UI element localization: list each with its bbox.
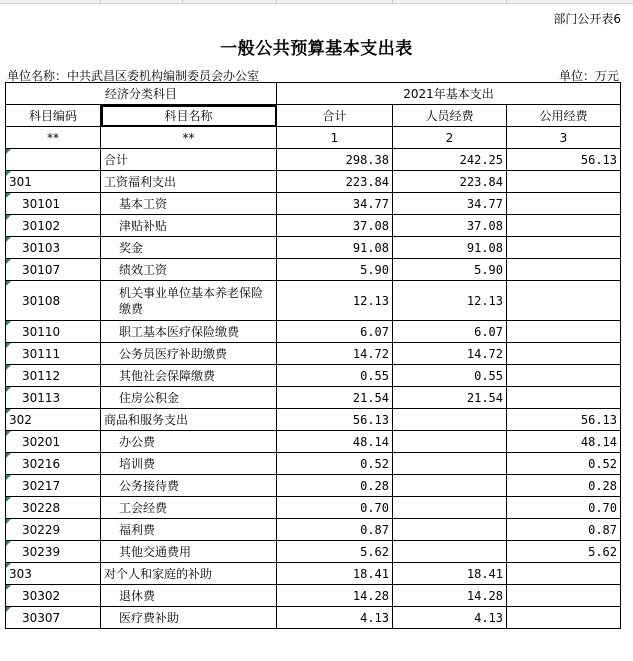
cell-comment-marker: [6, 387, 11, 392]
cell-personnel-text: 223.84: [459, 174, 503, 189]
cell-code-text: 30216: [22, 456, 61, 471]
cell-total[interactable]: [277, 215, 393, 237]
cell-code[interactable]: [6, 387, 101, 409]
cell-personnel[interactable]: [393, 193, 507, 215]
header-name-index[interactable]: **: [101, 127, 277, 149]
cell-personnel[interactable]: [393, 453, 507, 475]
cell-name-text: 商品和服务支出: [104, 413, 189, 427]
cell-total[interactable]: [277, 343, 393, 365]
cell-personnel[interactable]: [393, 343, 507, 365]
cell-total[interactable]: [277, 563, 393, 585]
cell-code-text: 302: [9, 412, 32, 427]
cell-public[interactable]: [507, 321, 621, 343]
cell-total-text: 223.84: [345, 174, 389, 189]
cell-public[interactable]: [507, 453, 621, 475]
cell-public-text: 0.28: [588, 478, 617, 493]
table-row: [6, 193, 621, 215]
cell-total-text: 14.72: [352, 346, 389, 361]
cell-total[interactable]: [277, 365, 393, 387]
cell-personnel[interactable]: [393, 149, 507, 171]
cell-total-text: 56.13: [352, 412, 389, 427]
cell-total[interactable]: [277, 409, 393, 431]
cell-public[interactable]: [507, 149, 621, 171]
cell-code[interactable]: [6, 321, 101, 343]
cell-code[interactable]: [6, 563, 101, 585]
cell-name[interactable]: [101, 431, 277, 453]
cell-total-text: 21.54: [352, 390, 389, 405]
cell-code[interactable]: [6, 607, 101, 629]
cell-total-text: 5.90: [360, 262, 389, 277]
table-row: [6, 343, 621, 365]
table-row: [6, 519, 621, 541]
cell-public[interactable]: [507, 343, 621, 365]
cell-public[interactable]: [507, 171, 621, 193]
cell-personnel-text: 0.55: [474, 368, 503, 383]
header-year-expenditure[interactable]: 2021年基本支出: [277, 83, 621, 105]
document-title: 一般公共预算基本支出表: [220, 39, 413, 59]
page-tag: 部门公开表6: [553, 12, 621, 26]
cell-comment-marker: [6, 237, 11, 242]
cell-personnel[interactable]: [393, 519, 507, 541]
cell-comment-marker: [6, 563, 11, 568]
cell-comment-marker: [6, 215, 11, 220]
cell-personnel[interactable]: [393, 365, 507, 387]
cell-comment-marker: [6, 519, 11, 524]
cell-comment-marker: [6, 607, 11, 612]
cell-code-text: 30307: [22, 610, 61, 625]
cell-name-text: 工资福利支出: [104, 175, 177, 189]
cell-public-text: 5.62: [588, 544, 617, 559]
cell-name[interactable]: [101, 497, 277, 519]
cell-comment-marker: [6, 321, 11, 326]
header-row-3: [6, 127, 621, 149]
cell-comment-marker: [6, 149, 11, 154]
cell-code[interactable]: [6, 409, 101, 431]
cell-personnel[interactable]: [393, 563, 507, 585]
cell-total[interactable]: [277, 149, 393, 171]
cell-name-text: 福利费: [119, 523, 156, 537]
cell-public-text: 48.14: [580, 434, 617, 449]
cell-personnel[interactable]: [393, 321, 507, 343]
cell-name[interactable]: [101, 259, 277, 281]
cell-code[interactable]: [6, 365, 101, 387]
cell-comment-marker: [6, 193, 11, 198]
table-row: [6, 237, 621, 259]
cell-total-text: 14.28: [352, 588, 389, 603]
cell-personnel-text: 4.13: [474, 610, 503, 625]
cell-name[interactable]: [101, 607, 277, 629]
cell-total-text: 298.38: [345, 152, 389, 167]
cell-public[interactable]: [507, 475, 621, 497]
cell-code[interactable]: [6, 259, 101, 281]
cell-comment-marker: [6, 171, 11, 176]
cell-name-text: 其他交通费用: [119, 545, 192, 559]
cell-name-text: 公务员医疗补助缴费: [119, 347, 228, 361]
cell-name[interactable]: [101, 171, 277, 193]
cell-public-text: 0.52: [588, 456, 617, 471]
cell-total[interactable]: [277, 431, 393, 453]
cell-personnel[interactable]: [393, 541, 507, 563]
cell-personnel[interactable]: [393, 607, 507, 629]
cell-comment-marker: [6, 281, 11, 286]
header-code-index[interactable]: **: [6, 127, 101, 149]
cell-personnel[interactable]: [393, 409, 507, 431]
cell-total-text: 48.14: [352, 434, 389, 449]
cell-public[interactable]: [507, 497, 621, 519]
cell-public-text: 56.13: [580, 412, 617, 427]
table-row: [6, 409, 621, 431]
cell-name[interactable]: [101, 215, 277, 237]
cell-personnel-text: 14.72: [466, 346, 503, 361]
cell-total-text: 0.52: [360, 456, 389, 471]
cell-comment-marker: [6, 497, 11, 502]
cell-personnel-text: 34.77: [466, 196, 503, 211]
table-row: [6, 431, 621, 453]
header-code[interactable]: 科目编码: [6, 105, 101, 127]
cell-personnel-text: 91.08: [466, 240, 503, 255]
cell-total[interactable]: [277, 519, 393, 541]
cell-total-text: 37.08: [352, 218, 389, 233]
cell-name[interactable]: [101, 541, 277, 563]
cell-name-text: 其他社会保障缴费: [119, 369, 216, 383]
cell-personnel-text: 12.13: [466, 293, 503, 308]
cell-name-text: 绩效工资: [119, 263, 168, 277]
cell-name-text: 退休费: [119, 589, 156, 603]
cell-comment-marker: [6, 475, 11, 480]
cell-name[interactable]: [101, 519, 277, 541]
cell-total-text: 12.13: [352, 293, 389, 308]
cell-comment-marker: [6, 541, 11, 546]
cell-personnel[interactable]: [393, 387, 507, 409]
cell-personnel-text: 37.08: [466, 218, 503, 233]
cell-total[interactable]: [277, 475, 393, 497]
cell-name-text: 医疗费补助: [119, 611, 180, 625]
header-index-3[interactable]: 3: [507, 127, 621, 149]
table-row: [6, 149, 621, 171]
cell-personnel-text: 14.28: [466, 588, 503, 603]
cell-total-text: 4.13: [360, 610, 389, 625]
cell-personnel-text: 5.90: [474, 262, 503, 277]
cell-public[interactable]: [507, 215, 621, 237]
cell-public[interactable]: [507, 365, 621, 387]
cell-comment-marker: [6, 343, 11, 348]
cell-total-text: 0.28: [360, 478, 389, 493]
cell-total-text: 0.70: [360, 500, 389, 515]
table-row: [6, 171, 621, 193]
cell-code[interactable]: [6, 541, 101, 563]
cell-code[interactable]: [6, 237, 101, 259]
cell-total[interactable]: [277, 237, 393, 259]
cell-code[interactable]: [6, 497, 101, 519]
cell-personnel-text: 21.54: [466, 390, 503, 405]
cell-total[interactable]: [277, 607, 393, 629]
cell-name-text: 合计: [104, 153, 129, 167]
cell-public-text: 56.13: [580, 152, 617, 167]
cell-name-text: 培训费: [119, 457, 156, 471]
cell-name[interactable]: [101, 237, 277, 259]
cell-total[interactable]: [277, 193, 393, 215]
cell-name[interactable]: [101, 343, 277, 365]
cell-name-text: 对个人和家庭的补助: [104, 567, 213, 581]
header-index-2[interactable]: 2: [393, 127, 507, 149]
cell-personnel[interactable]: [393, 259, 507, 281]
cell-name-text: 公务接待费: [119, 479, 180, 493]
cell-total-text: 91.08: [352, 240, 389, 255]
cell-public[interactable]: [507, 519, 621, 541]
cell-code[interactable]: [6, 149, 101, 171]
header-personnel[interactable]: 人员经费: [393, 105, 507, 127]
cell-personnel[interactable]: [393, 171, 507, 193]
cell-public[interactable]: [507, 193, 621, 215]
cell-code-text: 30229: [22, 522, 61, 537]
cell-name[interactable]: [101, 585, 277, 607]
cell-name[interactable]: [101, 193, 277, 215]
cell-code-text: 30108: [22, 293, 61, 308]
cell-code-text: 30102: [22, 218, 61, 233]
header-index-1[interactable]: 1: [277, 127, 393, 149]
cell-code[interactable]: [6, 343, 101, 365]
header-econ-class[interactable]: 经济分类科目: [6, 83, 277, 105]
cell-name-text: 奖金: [119, 241, 144, 255]
cell-code-text: 30302: [22, 588, 61, 603]
cell-public-text: 0.70: [588, 500, 617, 515]
cell-total[interactable]: [277, 541, 393, 563]
table-row: [6, 215, 621, 237]
cell-code[interactable]: [6, 519, 101, 541]
cell-code-text: 30113: [22, 390, 61, 405]
cell-code[interactable]: [6, 281, 101, 321]
cell-comment-marker: [6, 259, 11, 264]
cell-name[interactable]: [101, 149, 277, 171]
cell-name-text: 工会经费: [119, 501, 168, 515]
cell-personnel[interactable]: [393, 497, 507, 519]
cell-total-text: 5.62: [360, 544, 389, 559]
cell-comment-marker: [6, 365, 11, 370]
cell-name-text: 办公费: [119, 435, 156, 449]
cell-code-text: 30111: [22, 346, 61, 361]
cell-personnel[interactable]: [393, 215, 507, 237]
cell-total-text: 0.55: [360, 368, 389, 383]
cell-code-text: 30239: [22, 544, 61, 559]
cell-personnel-text: 18.41: [466, 566, 503, 581]
cell-name-text: 机关事业单位基本养老保险缴费: [119, 285, 264, 316]
header-row-1: [6, 83, 621, 105]
cell-personnel[interactable]: [393, 431, 507, 453]
cell-comment-marker: [6, 585, 11, 590]
cell-code[interactable]: [6, 215, 101, 237]
table-row: [6, 607, 621, 629]
cell-total[interactable]: [277, 497, 393, 519]
cell-code[interactable]: [6, 585, 101, 607]
cell-total[interactable]: [277, 259, 393, 281]
table-row: [6, 259, 621, 281]
cell-name[interactable]: [101, 365, 277, 387]
cell-total-text: 18.41: [352, 566, 389, 581]
cell-total-text: 34.77: [352, 196, 389, 211]
cell-public[interactable]: [507, 541, 621, 563]
cell-code[interactable]: [6, 431, 101, 453]
cell-code-text: 30110: [22, 324, 61, 339]
cell-code-text: 303: [9, 566, 32, 581]
cell-name-text: 职工基本医疗保险缴费: [119, 325, 240, 339]
table-row: [6, 365, 621, 387]
cell-total[interactable]: [277, 387, 393, 409]
cell-name-text: 住房公积金: [119, 391, 180, 405]
cell-code-text: 30101: [22, 196, 61, 211]
cell-public[interactable]: [507, 607, 621, 629]
expenditure-table: [5, 82, 621, 629]
currency-unit-label: 单位：万元: [558, 69, 619, 83]
cell-public[interactable]: [507, 281, 621, 321]
cell-public[interactable]: [507, 431, 621, 453]
cell-code[interactable]: [6, 475, 101, 497]
cell-code-text: 30112: [22, 368, 61, 383]
cell-personnel[interactable]: [393, 585, 507, 607]
table-row: [6, 585, 621, 607]
cell-personnel[interactable]: [393, 475, 507, 497]
header-total[interactable]: 合计: [277, 105, 393, 127]
cell-code[interactable]: [6, 193, 101, 215]
cell-code-text: 301: [9, 174, 32, 189]
cell-comment-marker: [6, 453, 11, 458]
table-row: [6, 453, 621, 475]
table-row: [6, 541, 621, 563]
cell-public-text: 0.87: [588, 522, 617, 537]
cell-name[interactable]: [101, 281, 277, 321]
cell-total[interactable]: [277, 585, 393, 607]
cell-name[interactable]: [101, 453, 277, 475]
cell-name[interactable]: [101, 563, 277, 585]
cell-total-text: 0.87: [360, 522, 389, 537]
header-row-2: [6, 105, 621, 127]
cell-code-text: 30103: [22, 240, 61, 255]
unit-name-label: 单位名称：中共武昌区委机构编制委员会办公室: [7, 69, 260, 83]
cell-name[interactable]: [101, 475, 277, 497]
cell-code-text: 30107: [22, 262, 61, 277]
cell-personnel-text: 6.07: [474, 324, 503, 339]
cell-name-text: 津贴补贴: [119, 219, 168, 233]
cell-personnel-text: 242.25: [459, 152, 503, 167]
cell-personnel[interactable]: [393, 281, 507, 321]
cell-code-text: 30228: [22, 500, 61, 515]
cell-name[interactable]: [101, 387, 277, 409]
cell-code[interactable]: [6, 453, 101, 475]
cell-personnel[interactable]: [393, 237, 507, 259]
header-name-selected-cell[interactable]: 科目名称: [101, 105, 277, 127]
cell-code[interactable]: [6, 171, 101, 193]
table-row: [6, 475, 621, 497]
cell-name[interactable]: [101, 321, 277, 343]
cell-name-text: 基本工资: [119, 197, 168, 211]
cell-public[interactable]: [507, 409, 621, 431]
cell-total[interactable]: [277, 453, 393, 475]
cell-public[interactable]: [507, 237, 621, 259]
cell-comment-marker: [6, 409, 11, 414]
cell-code-text: 30201: [22, 434, 61, 449]
table-row: [6, 321, 621, 343]
cell-total-text: 6.07: [360, 324, 389, 339]
cell-total[interactable]: [277, 281, 393, 321]
table-row: [6, 281, 621, 321]
cell-public[interactable]: [507, 585, 621, 607]
cell-public[interactable]: [507, 387, 621, 409]
cell-total[interactable]: [277, 321, 393, 343]
cell-total[interactable]: [277, 171, 393, 193]
cell-comment-marker: [6, 431, 11, 436]
cell-public[interactable]: [507, 259, 621, 281]
spreadsheet-column-strip: [0, 0, 633, 4]
cell-name[interactable]: [101, 409, 277, 431]
table-row: [6, 497, 621, 519]
header-public[interactable]: 公用经费: [507, 105, 621, 127]
table-row: [6, 563, 621, 585]
cell-public[interactable]: [507, 563, 621, 585]
table-row: [6, 387, 621, 409]
cell-code-text: 30217: [22, 478, 61, 493]
